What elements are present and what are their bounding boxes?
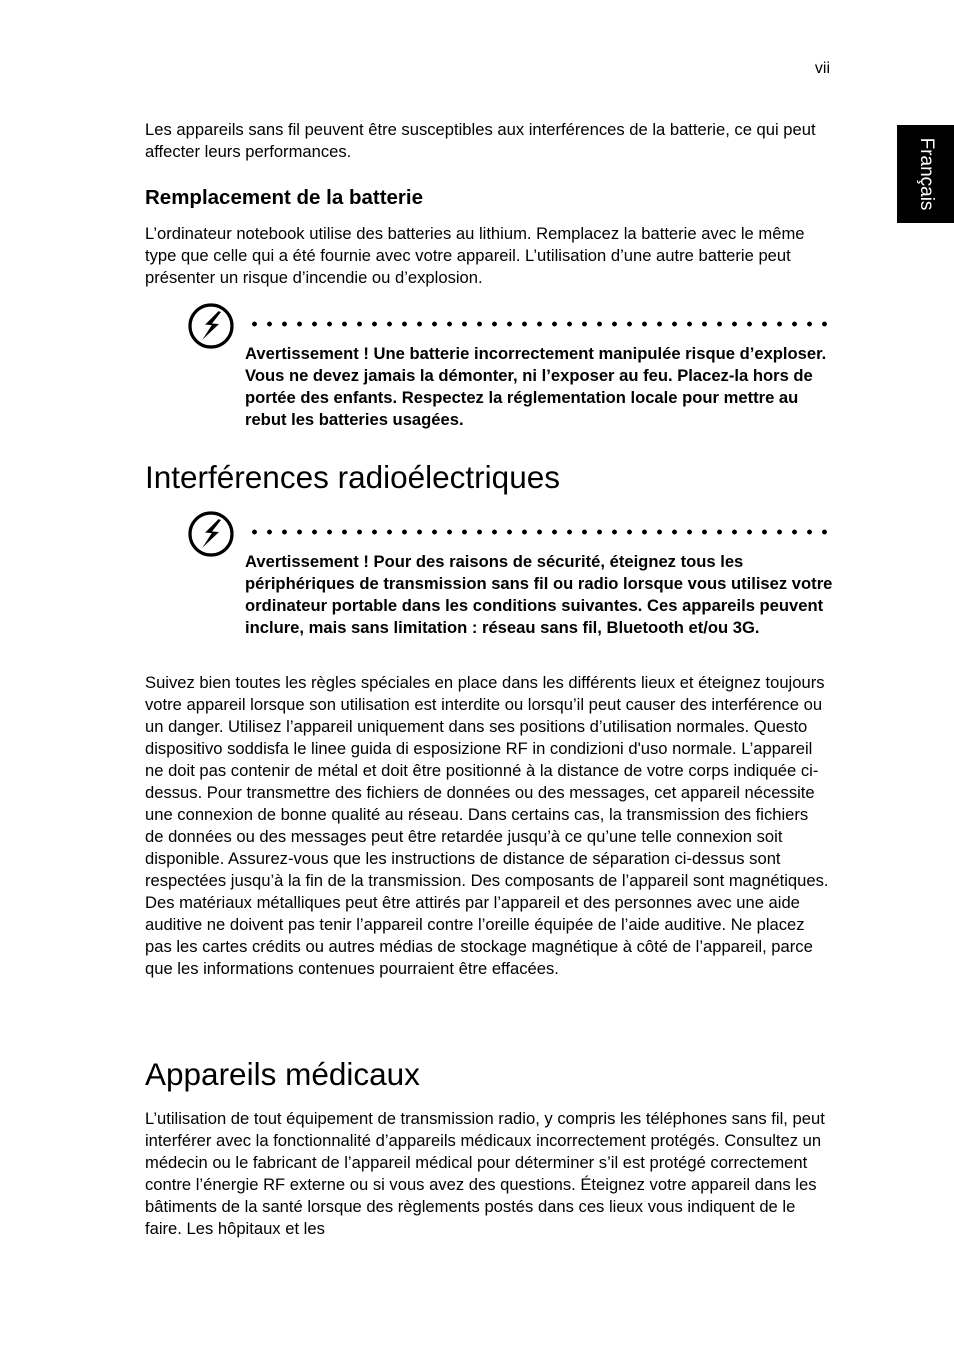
medical-paragraph: L’utilisation de tout équipement de transmission radio, y compris les téléphones sans fil, peut interférer avec la fonctionnalité d’appareils médicaux incorrectement protégés. Consultez un médecin ou le fabricant de l’appareil médical pour déterminer s’il est protégé correctement contre l’énergie RF externe ou si vous avez des questions. Éteignez votre appareil dans les bâtiments de la santé lorsque des règlements postés dans ces lieux vous indiquent de le faire. Les hôpitaux et les	[145, 1109, 825, 1238]
warning-divider	[247, 529, 830, 535]
radio-warning-text: Avertissement ! Pour des raisons de sécurité, éteignez tous les périphériques de transmission sans fil ou radio lorsque vous utilisez votre ordinateur portable dans les conditions suivantes. Ces appareils peuvent inclure, mais sans limitation : réseau sans fil, Bluetooth et/ou 3G.	[245, 552, 833, 637]
medical-section-title: Appareils médicaux	[145, 1056, 420, 1092]
lightning-warning-icon	[187, 510, 235, 558]
lightning-warning-icon	[187, 302, 235, 350]
battery-section-title-block	[145, 186, 830, 210]
battery-warning-text: Avertissement ! Une batterie incorrectement manipulée risque d’exploser. Vous ne devez jamais la démonter, ni l’exposer au feu. Placez-la hors de portée des enfants. Respectez la réglementation locale pour mettre au rebut les batteries usagées.	[245, 344, 827, 429]
battery-paragraph-block	[145, 223, 830, 289]
battery-paragraph: L’ordinateur notebook utilise des batteries au lithium. Remplacez la batterie avec le même type que celle qui a été fournie avec votre appareil. L’utilisation d’une autre batterie peut présenter un risque d’incendie ou d’explosion.	[145, 224, 805, 287]
warning-divider	[247, 321, 830, 327]
page-number: vii	[814, 60, 830, 77]
radio-paragraph: Suivez bien toutes les règles spéciales en place dans les différents lieux et éteignez toujours votre appareil lorsque son utilisation est interdite ou lorsqu’il peut causer des interférence ou un danger. Utilisez l’appareil uniquement dans ses positions d’utilisation normales. Questo dispositivo soddisfa le linee guida di esposizione RF in condizioni d'uso normale. L’appareil ne doit pas contenir de métal et doit être positionné à la distance de votre corps indiquée ci-dessus. Pour transmettre des fichiers de données ou des messages, cet appareil nécessite une connexion de bonne qualité au réseau. Dans certains cas, la transmission des fichiers de données ou des messages peut être retardée jusqu’à ce qu’une telle connexion soit disponible. Assurez-vous que les instructions de distance de séparation ci-dessus sont respectées jusqu’à la fin de la transmission. Des composants de l’appareil sont magnétiques. Des matériaux métalliques peut être attirés par l’appareil et des personnes avec une aide auditive ne doivent pas tenir l’appareil contre l’oreille équipée de l’aide auditive. Ne placez pas les cartes crédits ou autres médias de stockage magnétique à côté de l’appareil, parce que les informations contenues pourraient être effacées.	[145, 673, 829, 978]
radio-section-title-block	[145, 458, 830, 496]
radio-section-title: Interférences radioélectriques	[145, 459, 560, 495]
medical-paragraph-block	[145, 1108, 830, 1240]
radio-paragraph-block	[145, 672, 830, 980]
battery-section-title: Remplacement de la batterie	[145, 186, 423, 209]
language-tab-label: Français	[915, 137, 937, 211]
intro-paragraph: Les appareils sans fil peuvent être susceptibles aux interférences de la batterie, ce qui peut affecter leurs performances.	[145, 120, 816, 161]
language-tab	[897, 125, 954, 223]
intro-block	[145, 119, 830, 163]
medical-section-title-block	[145, 1055, 830, 1093]
